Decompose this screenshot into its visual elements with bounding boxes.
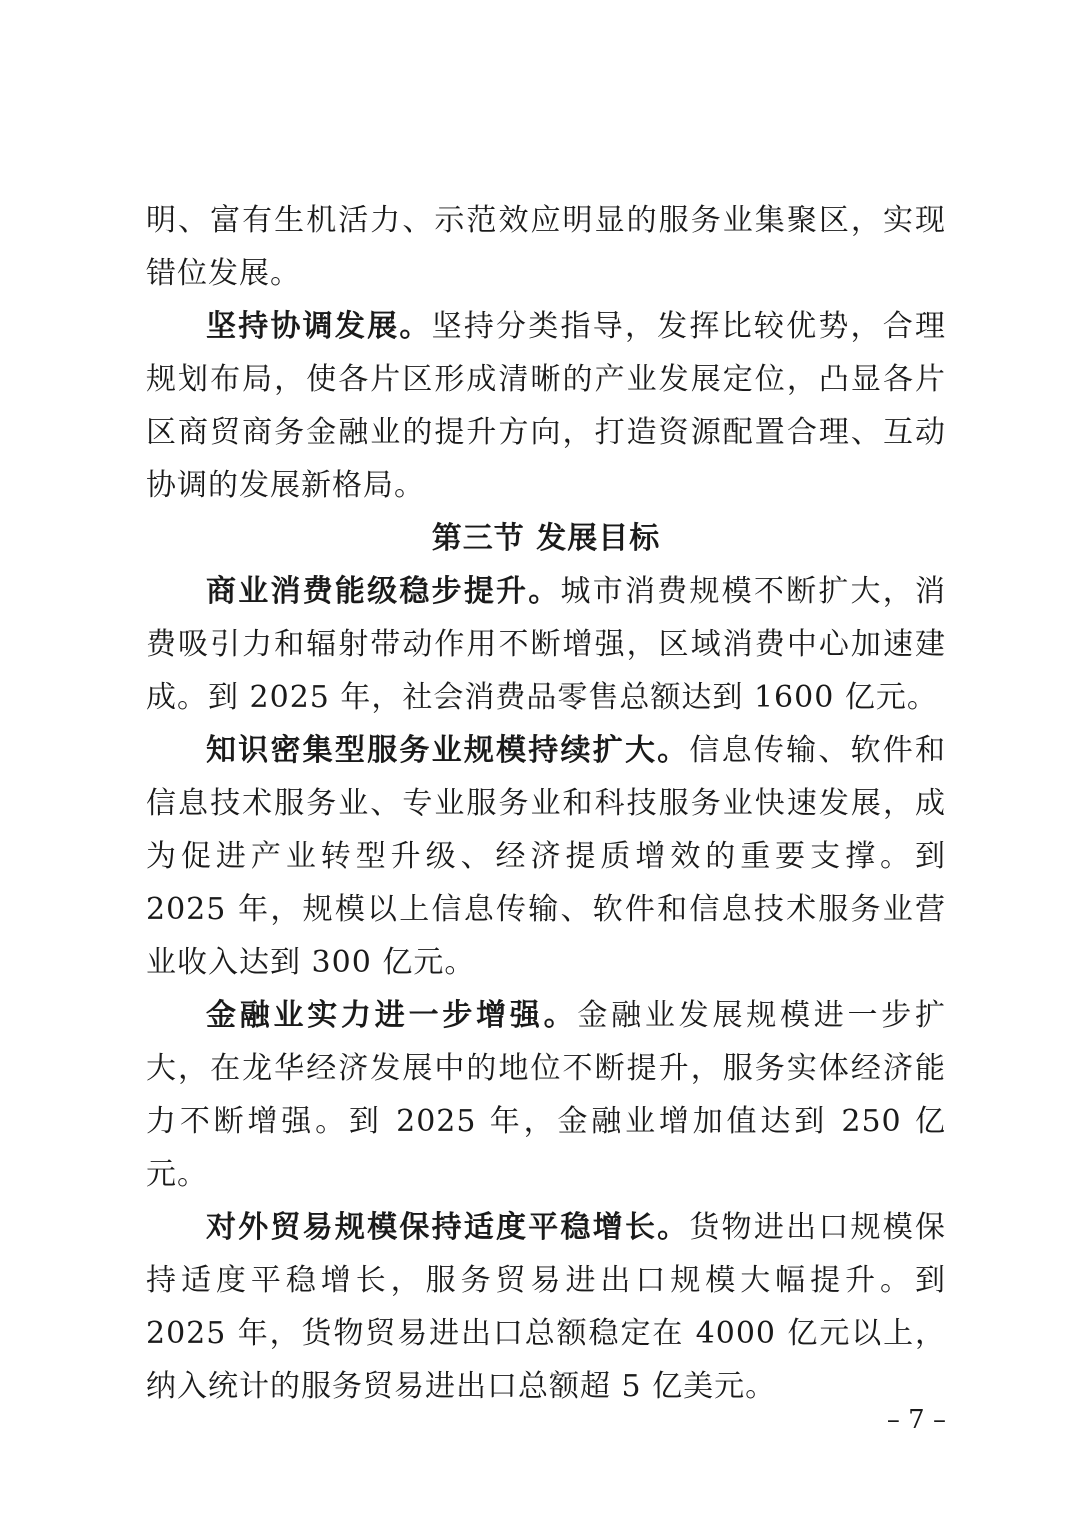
goal-text: 货物进出口规模保持适度平稳增长，服务贸易进出口规模大幅提升。到 2025 年，货物贸易进出口总额稳定在 4000 亿元以上，纳入统计的服务贸易进出口总额超 5 亿美元。 xyxy=(146,1210,947,1404)
goal-text: 城市消费规模不断扩大，消费吸引力和辐射带动作用不断增强，区域消费中心加速建成。到 2025 年，社会消费品零售总额达到 1600 亿元。 xyxy=(146,574,946,715)
goal-commerce-consumption xyxy=(146,565,946,724)
goal-lead: 金融业实力进一步增强。 xyxy=(206,998,578,1033)
paragraph-text: 明、富有生机活力、示范效应明显的服务业集聚区，实现错位发展。 xyxy=(146,203,946,291)
goal-finance xyxy=(146,989,946,1201)
goal-knowledge-services xyxy=(146,724,946,989)
section-heading: 第三节 发展目标 xyxy=(431,521,661,556)
goal-text: 金融业发展规模进一步扩大，在龙华经济发展中的地位不断提升，服务实体经济能力不断增强。到 2025 年，金融业增加值达到 250 亿元。 xyxy=(146,998,947,1192)
goal-lead: 商业消费能级稳步提升。 xyxy=(206,574,561,609)
paragraph-text: 坚持分类指导，发挥比较优势，合理规划布局，使各片区形成清晰的产业发展定位，凸显各片区商贸商务金融业的提升方向，打造资源配置合理、互动协调的发展新格局。 xyxy=(146,309,947,503)
paragraph-coordinated-development xyxy=(146,300,946,512)
goal-foreign-trade xyxy=(146,1201,946,1413)
paragraph-continuation xyxy=(146,194,946,300)
goal-lead: 对外贸易规模保持适度平稳增长。 xyxy=(206,1210,690,1245)
paragraph-lead: 坚持协调发展。 xyxy=(206,309,432,344)
document-body xyxy=(146,194,946,1413)
goal-lead: 知识密集型服务业规模持续扩大。 xyxy=(206,733,690,768)
page-number: – 7 – xyxy=(886,1405,946,1435)
goal-text: 信息传输、软件和信息技术服务业、专业服务业和科技服务业快速发展，成为促进产业转型升级、经济提质增效的重要支撑。到 2025 年，规模以上信息传输、软件和信息技术服务业营业收入达到 300 亿元。 xyxy=(146,733,947,980)
